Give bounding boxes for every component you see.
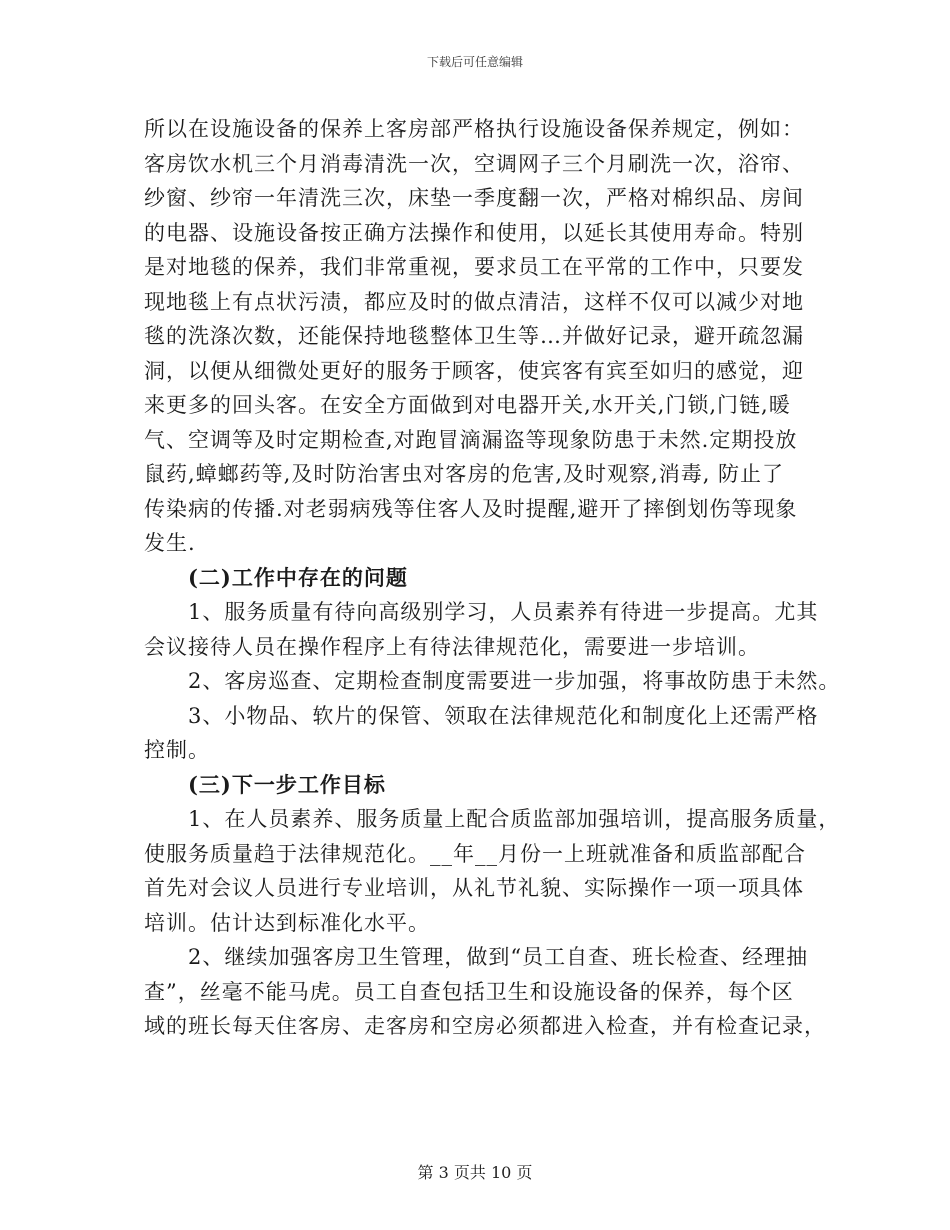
page-header-note: 下载后可任意编辑 (426, 55, 523, 69)
paragraph-line: 会议接待人员在操作程序上有待法律规范化，需要进一步培训。 (144, 634, 760, 659)
paragraph-line: 的电器、设施设备按正确方法操作和使用，以延长其使用寿命。特别 (144, 220, 804, 245)
paragraph-line: 现地毯上有点状污渍，都应及时的做点清洁，这样不仅可以减少对地 (144, 289, 804, 314)
paragraph-line: 所以在设施设备的保养上客房部严格执行设施设备保养规定，例如： (144, 117, 804, 141)
section-heading: (三)下一步工作目标 (188, 771, 386, 797)
paragraph-line: 发生. (144, 531, 196, 555)
paragraph-line: 使服务质量趋于法律规范化。__年__月份一上班就准备和质监部配合 (144, 841, 806, 866)
paragraph-line: 气、空调等及时定期检查,对跑冒滴漏盗等现象防患于未然.定期投放 (144, 427, 798, 452)
page-footer: 第 3 页共 10 页 (417, 1163, 533, 1182)
document-body (144, 112, 841, 1044)
paragraph-line: 首先对会议人员进行专业培训，从礼节礼貌、实际操作一项一项具体 (144, 876, 804, 900)
paragraph-line: 2、客房巡查、定期检查制度需要进一步加强，将事故防患于未然。 (188, 669, 841, 693)
section-heading: (二)工作中存在的问题 (188, 564, 408, 590)
paragraph-line: 培训。估计达到标准化水平。 (144, 910, 430, 935)
paragraph-line: 是对地毯的保养，我们非常重视，要求员工在平常的工作中，只要发 (144, 255, 804, 279)
paragraph-line: 查”，丝毫不能马虎。员工自查包括卫生和设施设备的保养，每个区 (144, 979, 794, 1004)
paragraph-line: 纱窗、纱帘一年清洗三次，床垫一季度翻一次，严格对棉织品、房间 (144, 186, 804, 210)
paragraph-line: 客房饮水机三个月消毒清洗一次，空调网子三个月刷洗一次，浴帘、 (144, 151, 804, 176)
paragraph-line: 1、服务质量有待向高级别学习，人员素养有待进一步提高。尤其 (188, 600, 819, 624)
paragraph-line: 传染病的传播.对老弱病残等住客人及时提醒,避开了摔倒划伤等现象 (144, 496, 798, 521)
paragraph-line: 域的班长每天住客房、走客房和空房必须都进入检查，并有检查记录， (144, 1014, 826, 1038)
paragraph-line: 来更多的回头客。在安全方面做到对电器开关,水开关,门锁,门链,暖 (144, 393, 791, 417)
paragraph-line: 洞，以便从细微处更好的服务于顾客，使宾客有宾至如归的感觉，迎 (144, 358, 804, 383)
paragraph-line: 毯的洗涤次数，还能保持地毯整体卫生等…并做好记录，避开疏忽漏 (144, 324, 804, 348)
paragraph-line: 3、小物品、软片的保管、领取在法律规范化和制度化上还需严格 (188, 703, 819, 728)
paragraph-line: 2、继续加强客房卫生管理，做到“员工自查、班长检查、经理抽 (188, 945, 809, 969)
paragraph-line: 控制。 (144, 738, 210, 762)
paragraph-line: 1、在人员素养、服务质量上配合质监部加强培训，提高服务质量， (188, 807, 841, 831)
paragraph-line: 鼠药,蟑螂药等,及时防治害虫对客房的危害,及时观察,消毒, 防止了 (144, 462, 785, 486)
